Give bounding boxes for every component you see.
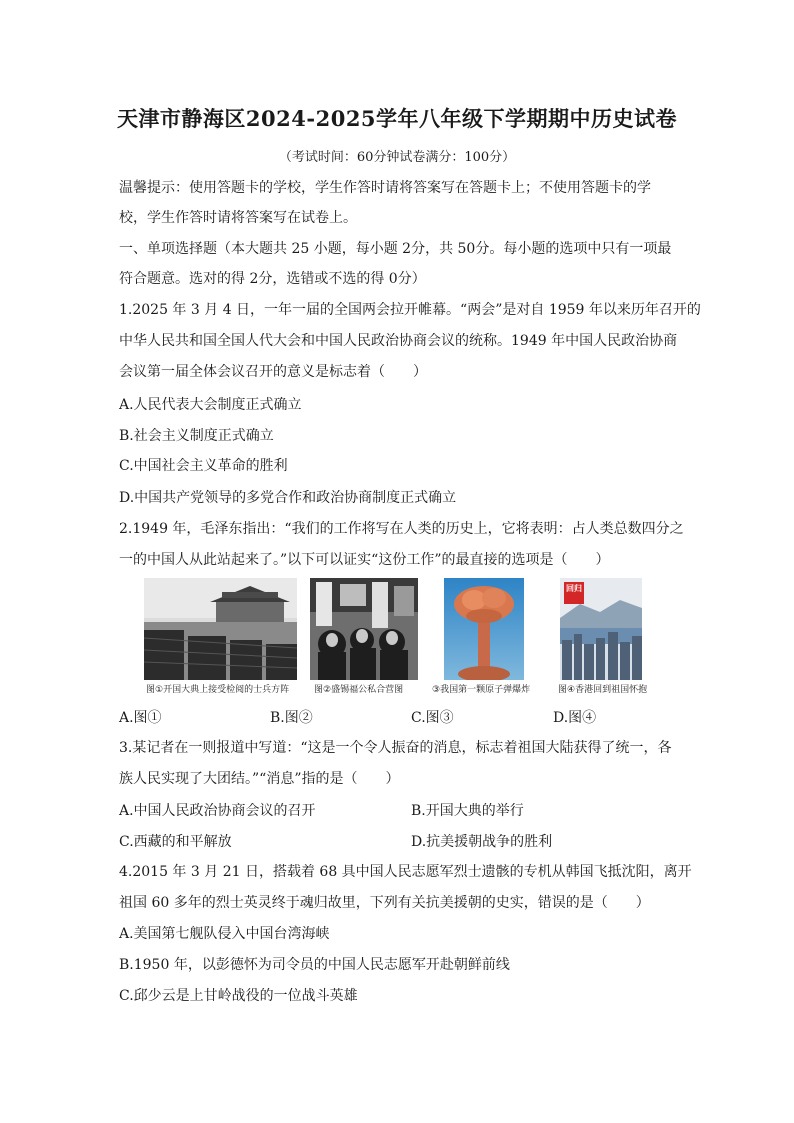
question-1-stem: 中华人民共和国全国人代大会和中国人民政治协商会议的统称。1949 年中国人民政治协商 bbox=[119, 333, 678, 349]
question-3-option-d[interactable]: D.抗美援朝战争的胜利 bbox=[411, 834, 553, 850]
question-2-stem: 一的中国人从此站起来了。”以下可以证实“这份工作”的最直接的选项是（ ） bbox=[119, 552, 610, 568]
page-title: 天津市静海区2024-2025学年八年级下学期期中历史试卷 bbox=[116, 106, 678, 131]
question-2-option-a[interactable]: A.图① bbox=[119, 710, 162, 726]
question-3-stem: 族人民实现了大团结。”“消息”指的是（ ） bbox=[119, 771, 400, 787]
question-4-option-c[interactable]: C.邱少云是上甘岭战役的一位战斗英雄 bbox=[119, 988, 358, 1004]
question-2-figures bbox=[140, 578, 660, 695]
notice-line: 温馨提示：使用答题卡的学校，学生作答时请将答案写在答题卡上；不使用答题卡的学 bbox=[119, 180, 651, 196]
question-1-option-c[interactable]: C.中国社会主义革命的胜利 bbox=[119, 458, 288, 474]
question-1-option-b[interactable]: B.社会主义制度正式确立 bbox=[119, 428, 274, 444]
question-1-option-d[interactable]: D.中国共产党领导的多党合作和政治协商制度正式确立 bbox=[119, 490, 457, 506]
question-4-stem: 4.2015 年 3 月 21 日，搭载着 68 具中国人民志愿军烈士遗骸的专机从韩国飞抵沈阳，离开 bbox=[119, 864, 692, 880]
question-4-option-a[interactable]: A.美国第七舰队侵入中国台湾海峡 bbox=[119, 926, 330, 942]
figure-4-caption: 图④香港回到祖国怀抱 bbox=[558, 685, 648, 695]
question-3-option-b[interactable]: B.开国大典的举行 bbox=[411, 803, 524, 819]
question-1-stem: 会议第一届全体会议召开的意义是标志着（ ） bbox=[119, 364, 427, 380]
figure-1-caption: 图①开国大典上接受检阅的士兵方阵 bbox=[146, 685, 290, 695]
figure-3-photo bbox=[444, 578, 524, 680]
question-3-option-a[interactable]: A.中国人民政治协商会议的召开 bbox=[119, 803, 316, 819]
question-3-stem: 3.某记者在一则报道中写道：“这是一个令人振奋的消息，标志着祖国大陆获得了统一，各 bbox=[119, 740, 672, 756]
question-2-stem: 2.1949 年，毛泽东指出：“我们的工作将写在人类的历史上，它将表明：占人类总数四分之 bbox=[119, 521, 684, 537]
section-heading: 符合题意。选对的得 2分，选错或不选的得 0分） bbox=[119, 271, 426, 287]
question-4-option-b[interactable]: B.1950 年，以彭德怀为司令员的中国人民志愿军开赴朝鲜前线 bbox=[119, 957, 510, 973]
question-2-option-c[interactable]: C.图③ bbox=[411, 710, 454, 726]
figure-2-photo bbox=[310, 578, 418, 680]
exam-info: （考试时间：60分钟试卷满分：100分） bbox=[278, 150, 516, 165]
question-1-stem: 1.2025 年 3 月 4 日，一年一届的全国两会拉开帷幕。“两会”是对自 1959 年以来历年召开的 bbox=[119, 302, 701, 318]
figure-1-photo bbox=[144, 578, 297, 680]
figure-3-caption: ③我国第一颗原子弹爆炸 bbox=[432, 685, 531, 695]
figure-4-sign-text: 回归 bbox=[566, 584, 582, 593]
notice-line: 校，学生作答时请将答案写在试卷上。 bbox=[119, 210, 357, 226]
question-2-option-d[interactable]: D.图④ bbox=[553, 710, 597, 726]
figure-4-photo bbox=[560, 578, 642, 680]
figure-2-caption: 图②盛锡福公私合营图 bbox=[314, 685, 404, 695]
section-heading: 一、单项选择题（本大题共 25 小题，每小题 2分，共 50分。每小题的选项中只有一项最 bbox=[119, 241, 672, 257]
question-2-option-b[interactable]: B.图② bbox=[270, 710, 313, 726]
question-3-option-c[interactable]: C.西藏的和平解放 bbox=[119, 834, 232, 850]
question-4-stem: 祖国 60 多年的烈士英灵终于魂归故里，下列有关抗美援朝的史实，错误的是（ ） bbox=[119, 895, 650, 911]
question-1-option-a[interactable]: A.人民代表大会制度正式确立 bbox=[119, 397, 302, 413]
